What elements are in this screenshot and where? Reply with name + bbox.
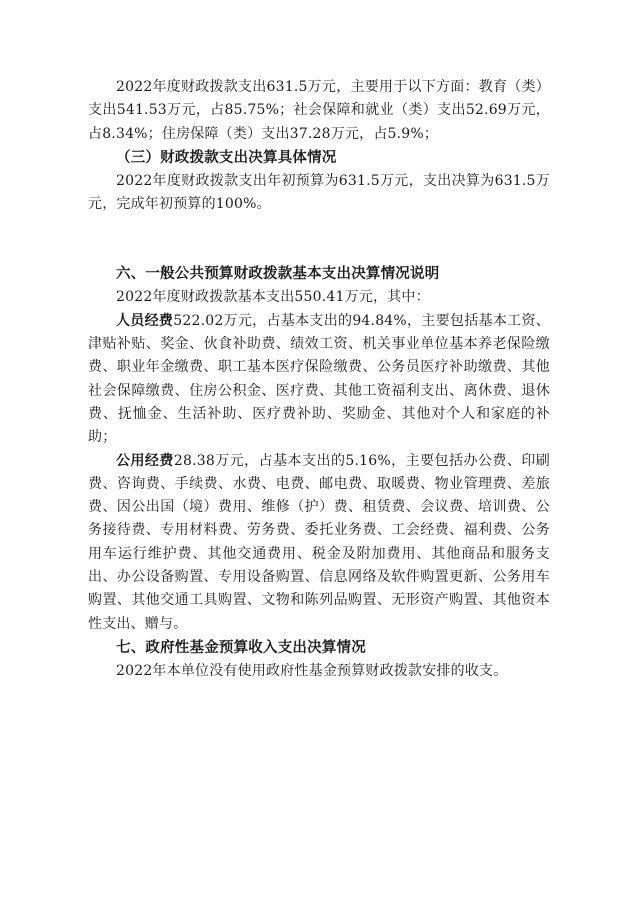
section-7-paragraph: 2022年本单位没有使用政府性基金预算财政拨款安排的收支。: [116, 662, 508, 679]
public-expenses-text: 28.38万元，占基本支出的5.16%，主要包括办公费、印刷费、咨询费、手续费、水费、电费、邮电费、取暖费、物业管理费、差旅费、因公出国（境）费用、维修（护）费、租赁费、会议费、培训费、公务接待费、专用材料费、劳务费、委托业务费、工会经费、福利费、公务用车运行维护费、其他交通费用、税金及附加费用、其他商品和服务支出、办公设备购置、专用设备购置、信息网络及软件购置更新、公务用车购置、其他交通工具购置、文物和陈列品购置、无形资产购置、其他资本性支出、赠与。: [88, 452, 550, 632]
section-spacer: [88, 216, 550, 262]
public-expenses-paragraph: [88, 450, 550, 636]
public-expenses-label: 公用经费: [116, 452, 174, 469]
personnel-expenses-paragraph: [88, 310, 550, 450]
document-page: [88, 76, 550, 683]
section-6-heading: 六、一般公共预算财政拨款基本支出决算情况说明: [116, 266, 440, 283]
expenditure-summary-paragraph: 2022年度财政拨款支出631.5万元，主要用于以下方面：教育（类）支出541.53万元，占85.75%；社会保障和就业（类）支出52.69万元，占8.34%；住房保障（类）支出37.28万元，占5.9%；: [88, 79, 550, 142]
section-6-intro: 2022年度财政拨款基本支出550.41万元，其中：: [116, 289, 430, 306]
personnel-expenses-text: 522.02万元，占基本支出的94.84%，主要包括基本工资、津贴补贴、奖金、伙食补助费、绩效工资、机关事业单位基本养老保险缴费、职业年金缴费、职工基本医疗保险缴费、公务员医疗补助缴费、其他社会保障缴费、住房公积金、医疗费、其他工资福利支出、离休费、退休费、抚恤金、生活补助、医疗费补助、奖励金、其他对个人和家庭的补助；: [88, 312, 550, 446]
subsection-3-paragraph: 2022年度财政拨款支出年初预算为631.5万元，支出决算为631.5万元，完成年初预算的100%。: [88, 172, 550, 213]
section-7-heading: 七、政府性基金预算收入支出决算情况: [116, 639, 366, 656]
personnel-expenses-label: 人员经费: [116, 312, 174, 329]
subsection-3-heading: （三）财政拨款支出决算具体情况: [116, 149, 337, 166]
